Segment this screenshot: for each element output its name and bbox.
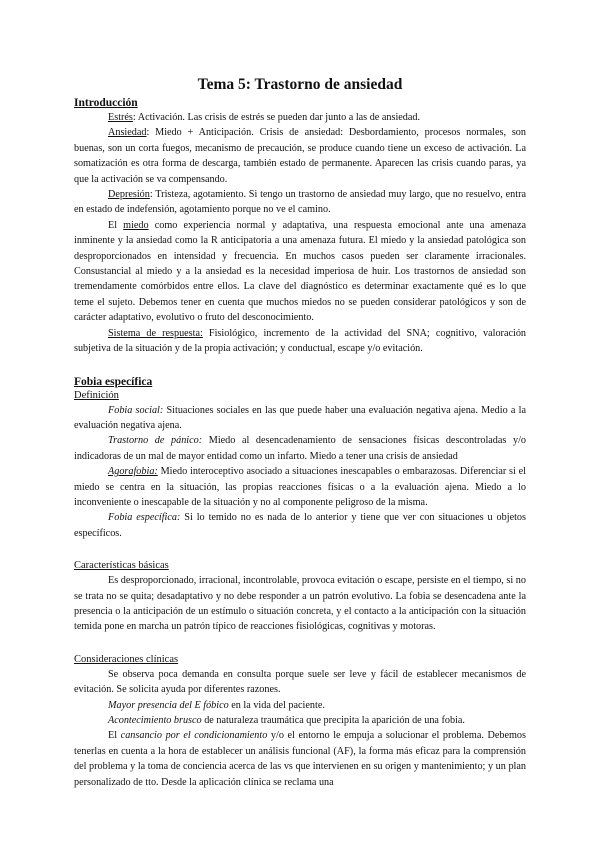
text-agorafobia: Miedo interoceptivo asociado a situaciones inescapables o embarazosas. Diferenciar si el miedo se centra en la situación, las propias reacciones físicas o a la evaluación ajena. Miedo a lo inconveniente o inescapable de la situación y no al componente peligroso de la misma. [74,466,526,508]
paragraph-ansiedad [74,125,526,187]
subheading-consideraciones: Consideraciones clínicas [74,653,179,665]
paragraph-consideraciones-2 [74,698,526,713]
text-miedo-pre: El [108,219,124,231]
term-mayor-presencia: Mayor presencia del E fóbico [108,699,229,711]
term-agorafobia: Agorafobia: [108,466,158,478]
term-fobia-social: Fobia social: [108,404,164,416]
term-acontecimiento-brusco: Acontecimiento brusco [108,715,202,726]
term-trastorno-panico: Trastorno de pánico: [108,435,203,447]
subheading-definicion: Definición [74,389,119,401]
term-depresion: Depresión [108,189,150,201]
text-depresion: : Tristeza, agotamiento. Si tengo un trastorno de ansiedad muy largo, que no resuelvo, entra en estado de indefensión, agotamiento porque no ve el camino. [74,189,526,216]
text-miedo: como experiencia normal y adaptativa, una respuesta emocional ante una amenaza inminente y la ansiedad como la R anticipatoria a una amenaza futura. El miedo y la ansiedad patológica son desproporcionados en intensidad y frecuencia. En muchos casos pueden ser claramente irracionales. Consustancial al miedo y a la ansiedad es la necesidad imperiosa de huir. Los trastornos de ansiedad son tremendamente comórbidos entre ellos. La clave del diagnóstico es determinar exactamente qué es lo que teme el sujeto. Debemos tener en cuenta que muchos miedos no se pueden considerar patológicos y son de carácter adaptativo, evolutivo o fruto del desconocimiento. [74,219,526,324]
term-fobia-especifica: Fobia específica: [108,512,181,524]
paragraph-consideraciones-3 [74,713,526,728]
paragraph-miedo [74,218,526,326]
text-cansancio: y/o el entorno le empuja a solucionar el problema. Debemos tenerlas en cuenta a la hora de establecer un análisis funcional (AF), la forma más eficaz para la comprensión del problema y la toma de conciencia acerca de las vs que intervienen en su origen y mantenimiento; y un plan personalizado de tto. Desde la aplicación clínica se reclama una [74,730,526,788]
paragraph-consideraciones-1: Se observa poca demanda en consulta porque suele ser leve y fácil de establecer mecanismos de evitación. Se solicita ayuda por diferentes razones. [74,668,526,696]
paragraph-caracteristicas: Es desproporcionado, irracional, incontrolable, provoca evitación o escape, persiste en el tiempo, si no se trata no se quita; desadaptativo y no debe responder a un patrón evolutivo. La fobia se desencadena ante la presencia o la anticipación de un estímulo o situación concreta, y el contacto a la anticipación con la situación temida pone en marcha un patrón típico de reacciones fisiológicas, cognitivas y motoras. [74,575,526,633]
text-cansancio-pre: El [108,730,121,742]
term-miedo: miedo [123,219,149,231]
text-fobia-social: Situaciones sociales en las que puede haber una evaluación negativa ajena. Medio a la evaluación negativa ajena. [74,404,526,431]
text-estres: : Activación. Las crisis de estrés se pueden dar junto a las de ansiedad. [132,112,421,123]
term-cansancio: cansancio por el condicionamiento [120,730,268,742]
section-heading-fobia: Fobia específica [74,375,153,388]
paragraph-consideraciones-4 [74,728,526,790]
term-ansiedad: Ansiedad [108,127,147,139]
text-sistema-respuesta: Fisiológico, incremento de la actividad del SNA; cognitivo, valoración subjetiva de la situación y de la propia activación; y conductual, escape y/o evitación. [74,327,527,355]
text-trastorno-panico: Miedo al desencadenamiento de sensaciones físicas descontroladas y/o indicadoras de un mal de mayor entidad como un infarto. Miedo a tener una crisis de ansiedad [74,435,526,462]
paragraph-fobia-especifica [74,510,526,541]
text-fobia-especifica: Si lo temido no es nada de lo anterior y tiene que ver con situaciones u objetos específicos. [74,512,526,539]
subheading-caracteristicas: Características básicas [74,560,169,572]
text-acontecimiento-brusco: de naturaleza traumática que precipita la aparición de una fobia. [201,715,465,726]
text-ansiedad: : Miedo + Anticipación. Crisis de ansiedad: Desbordamiento, procesos normales, son buenas, son un corta fuegos, mecanismo de precaución, se produce cuando tiene un exceso de activación. La somatización es otra forma de descarga, también estado de permanente. Aparecen las crisis cuando paras, ya que la activación se va compensando. [74,127,526,185]
paragraph-depresion [74,187,526,218]
section-heading-introduccion: Introducción [74,97,138,109]
document-title: Tema 5: Trastorno de ansiedad [197,76,403,93]
paragraph-fobia-social [74,403,526,434]
term-estres: Estrés [108,112,133,123]
text-mayor-presencia: en la vida del paciente. [228,699,325,711]
paragraph-estres [74,110,526,125]
paragraph-sistema-respuesta [74,326,526,357]
term-sistema-respuesta: Sistema de respuesta: [108,327,203,339]
paragraph-agorafobia [74,464,526,510]
paragraph-trastorno-panico [74,433,526,464]
